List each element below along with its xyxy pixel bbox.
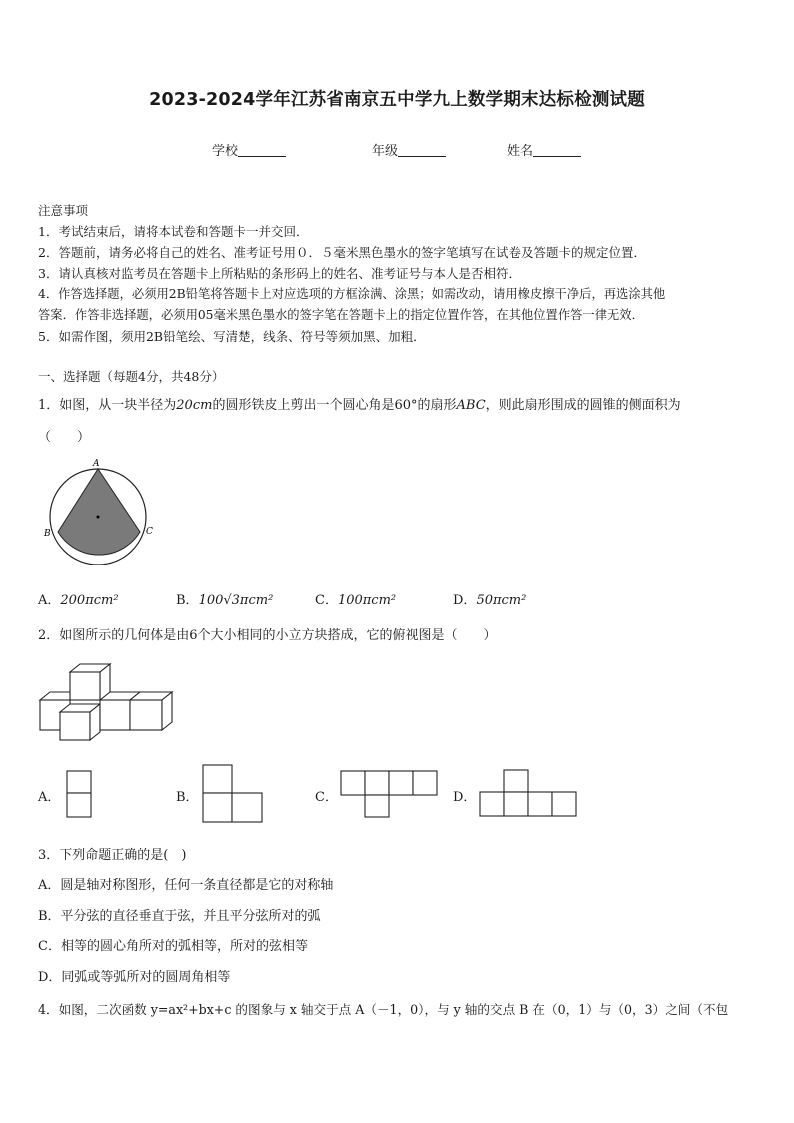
- notice-item: 答案．作答非选择题，必须用05毫米黑色墨水的签字笔在答题卡上的指定位置作答，在其他位置作答一律无效．: [38, 308, 644, 322]
- notice-item: 4．作答选择题，必须用2B铅笔将答题卡上对应选项的方框涂满、涂黑；如需改动，请用橡皮擦干净后，再选涂其他: [38, 287, 666, 301]
- school-field[interactable]: [212, 140, 286, 159]
- q1-radius: 20cm: [176, 398, 213, 413]
- section-heading: 一、选择题（每题4分，共48分）: [38, 369, 225, 384]
- q2-option-a-figure[interactable]: [66, 770, 92, 818]
- question-1-blank: （ ）: [38, 430, 91, 445]
- q2-option-b-figure[interactable]: [202, 764, 264, 824]
- notice-item: 1．考试结束后，请将本试卷和答题卡一并交回．: [38, 224, 309, 239]
- q2-option-d-figure[interactable]: [479, 769, 579, 817]
- q1-text-part: 1．如图，从一块半径为: [38, 398, 177, 413]
- option-letter: D．: [453, 593, 477, 608]
- q3-option-b[interactable]: B．平分弦的直径垂直于弦，并且平分弦所对的弧: [38, 909, 321, 924]
- q1-sector: ABC: [456, 398, 486, 413]
- label-a: A: [93, 459, 100, 469]
- q1-angle: 60°: [394, 398, 418, 413]
- q2-option-c-figure[interactable]: [340, 770, 440, 818]
- question-1-text: [38, 394, 681, 413]
- center-point: [97, 516, 100, 519]
- option-value: 200πcm²: [60, 593, 119, 608]
- q1-circle-figure: [40, 455, 160, 565]
- notice-item: 3．请认真核对监考员在答题卡上所粘贴的条形码上的姓名、准考证号与本人是否相符．: [38, 266, 521, 281]
- q1-option-c[interactable]: [315, 589, 396, 608]
- option-value: 100πcm²: [337, 593, 397, 608]
- option-letter: C．: [315, 593, 338, 608]
- q1-option-b[interactable]: [176, 589, 273, 608]
- option-letter: A．: [38, 593, 61, 608]
- name-label: 姓名: [507, 144, 534, 159]
- q1-option-d[interactable]: [453, 589, 526, 608]
- question-3-text: 3．下列命题正确的是( ): [38, 848, 187, 863]
- notice-item: 2．答题前，请务必将自己的姓名、准考证号用０．５毫米黑色墨水的签字笔填写在试卷及答题卡的规定位置．: [38, 245, 646, 260]
- grade-label: 年级: [372, 144, 399, 159]
- q2-option-c[interactable]: C．: [315, 790, 338, 805]
- label-c: C: [146, 527, 153, 537]
- question-2-text: 2．如图所示的几何体是由6个大小相同的小立方块搭成，它的俯视图是（ ）: [38, 628, 497, 643]
- q2-option-a[interactable]: A．: [38, 790, 61, 805]
- option-value: 100√3πcm²: [198, 593, 274, 608]
- q3-option-c[interactable]: C．相等的圆心角所对的弧相等，所对的弦相等: [38, 939, 308, 954]
- grade-field[interactable]: [372, 140, 446, 159]
- q1-text-part: 的圆形铁皮上剪出一个圆心角是: [212, 398, 395, 413]
- q1-text-part: 的扇形: [417, 398, 457, 413]
- q2-option-d[interactable]: D．: [453, 790, 477, 805]
- q2-cubes-figure: [38, 660, 178, 742]
- notice-item: 5．如需作图，须用2B铅笔绘、写清楚，线条、符号等须加黑、加粗．: [38, 329, 426, 344]
- label-b: B: [44, 529, 51, 539]
- option-letter: B．: [176, 593, 199, 608]
- question-4-text: 4．如图，二次函数 y=ax²+bx+c 的图象与 x 轴交于点 A（－1，0），与 y 轴的交点 B 在（0，1）与（0，3）之间（不包: [38, 1002, 729, 1017]
- name-field[interactable]: [507, 140, 581, 159]
- option-value: 50πcm²: [476, 593, 527, 608]
- q1-option-a[interactable]: [38, 589, 119, 608]
- q1-text-part: ，则此扇形围成的圆锥的侧面积为: [485, 398, 681, 413]
- school-label: 学校: [212, 144, 239, 159]
- q3-option-d[interactable]: D．同弧或等弧所对的圆周角相等: [38, 970, 231, 985]
- sector-shape: [58, 469, 140, 555]
- page-title: 2023-2024学年江苏省南京五中学九上数学期末达标检测试题: [149, 90, 645, 110]
- notice-heading: 注意事项: [38, 203, 89, 218]
- q2-option-b[interactable]: B．: [176, 790, 199, 805]
- q3-option-a[interactable]: A．圆是轴对称图形，任何一条直径都是它的对称轴: [38, 878, 334, 893]
